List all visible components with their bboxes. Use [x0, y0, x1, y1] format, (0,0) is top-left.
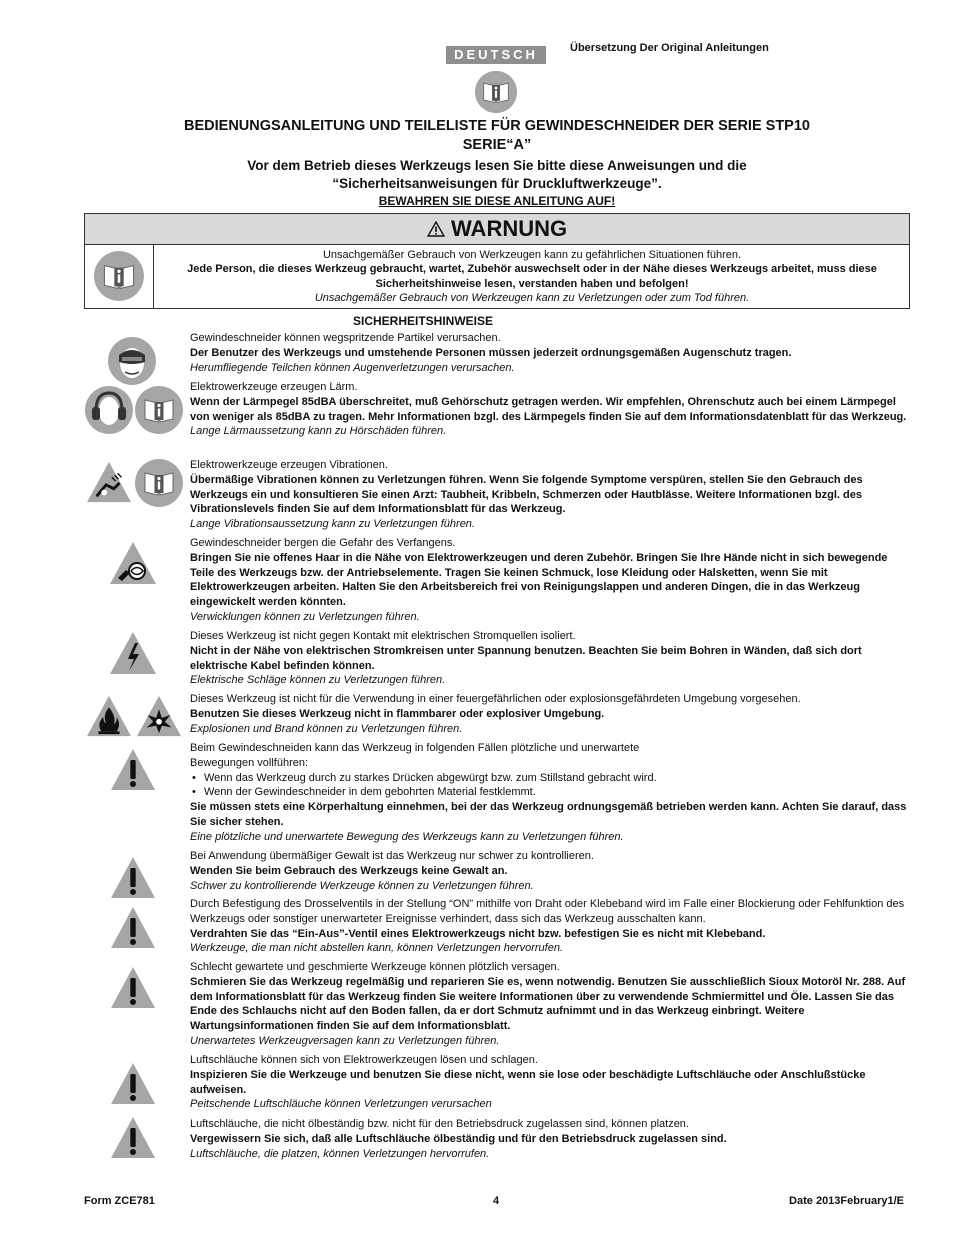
document-title [84, 117, 910, 155]
safety-heading: SICHERHEITSHINWEISE [352, 314, 493, 328]
safety-maintenance [190, 960, 910, 1049]
section-plain: Schlecht gewartete und geschmierte Werkzeuge können plötzlich versagen. [190, 961, 560, 973]
translation-note: Übersetzung Der Original Anleitungen [570, 42, 769, 54]
section-plain: Elektrowerkzeuge erzeugen Vibrationen. [190, 459, 388, 471]
section-italic: Verwicklungen können zu Verletzungen führen. [190, 610, 420, 623]
section-bold: Vergewissern Sie sich, daß alle Luftschläuche ölbeständig und für den Betriebsdruck zugelassen sind. [190, 1132, 727, 1145]
section-plain: Elektrowerkzeuge erzeugen Lärm. [190, 381, 358, 393]
safety-sudden-movement [190, 741, 910, 845]
section-bold: Bringen Sie nie offenes Haar in die Nähe von Elektrowerkzeugen und deren Zubehör. Bringen Sie Ihre Hände nicht in sich bewegende Teile des Werkzeugs bzw. der Antriebselemente. Tragen Sie keinen Schmuck, lose Kleidung oder Halsketten, wenn Sie mit Elektrowerkzeugen arbeiten. Halten Sie den Arbeitsbereich frei von Reinigungslappen und anderen Dingen, die in das Werkzeug eingewickelt werden könnten. [190, 551, 888, 609]
warning-triangle-icon [427, 221, 445, 237]
section-italic: Lange Vibrationsaussetzung kann zu Verletzungen führen. [190, 518, 475, 531]
document-date: Date 2013February1/E [789, 1195, 904, 1207]
bullet-item: • Wenn der Gewindeschneider in dem gebohrten Material festklemmt. [190, 785, 910, 800]
vibration-hazard-icon [84, 460, 134, 504]
section-bold: Verdrahten Sie das “Ein-Aus”-Ventil eines Elektrowerkzeugs nicht bzw. befestigen Sie es nicht mit Klebeband. [190, 927, 766, 940]
read-manual-icon [134, 458, 184, 508]
section-plain: Bewegungen vollführen: [190, 756, 309, 769]
warning-line-1: Unsachgemäßer Gebrauch von Werkzeugen kann zu gefährlichen Situationen führen. [322, 249, 742, 261]
section-bold: Benutzen Sie dieses Werkzeug nicht in flammbarer oder explosiver Umgebung. [190, 707, 605, 720]
section-plain: Luftschläuche können sich von Elektrowerkzeugen lösen und schlagen. [190, 1054, 538, 1066]
safety-vibration [190, 458, 910, 532]
read-manual-icon [474, 70, 518, 114]
section-plain: Luftschläuche, die nicht ölbeständig bzw. nicht für den Betriebsdruck zugelassen sind, können platzen. [190, 1118, 689, 1130]
section-plain: Gewindeschneider bergen die Gefahr des Verfangens. [190, 537, 456, 549]
warning-icon [108, 964, 158, 1010]
eye-protection-icon [107, 336, 157, 386]
section-bold: Übermäßige Vibrationen können zu Verletzungen führen. Wenn Sie folgende Symptome verspüren, stellen Sie den Gebrauch des Werkzeugs ein und konsultieren Sie einen Arzt: Taubheit, Kribbeln, Schmerzen oder Hautblässe. Weitere Informationen bzgl. des Vibrationslevels finden Sie auf dem Informationsblatt für das Werkzeug. [190, 473, 863, 516]
section-italic: Schwer zu kontrollierende Werkzeuge können zu Verletzungen führen. [190, 879, 534, 892]
warning-icon [108, 904, 158, 950]
section-plain: Gewindeschneider können wegspritzende Partikel verursachen. [190, 332, 501, 344]
title-line-2: SERIE“A” [462, 137, 532, 153]
warning-line-2: Jede Person, die dieses Werkzeug gebraucht, wartet, Zubehör auswechselt oder in der Nähe dieses Werkzeugs arbeitet, muss diese Sicherheitshinweise lesen, verstanden haben und befolgen! [187, 263, 877, 290]
section-bold: Inspizieren Sie die Werkzeuge und benutzen Sie diese nicht, wenn sie lose oder beschädigte Luftschläuche oder Anschlußstücke aufweisen. [190, 1068, 866, 1096]
subtitle-line-2: “Sicherheitsanweisungen für Druckluftwerkzeuge”. [332, 176, 662, 191]
section-plain: Durch Befestigung des Drosselventils in der Stellung “ON” mithilfe von Draht oder Klebeband wird im Falle einer Blockierung oder Fehlfunktion des Werkzeugs oder sonstiger unerwarteter Ereignisse verhindert, dass sich das Werkzeug ausschalten kann. [190, 898, 905, 925]
warning-icon [108, 1060, 158, 1106]
warning-icon [108, 854, 158, 900]
language-badge: DEUTSCH [446, 46, 546, 64]
safety-electric [190, 629, 910, 688]
document-subtitle [84, 157, 910, 193]
title-line-1: BEDIENUNGSANLEITUNG UND TEILELISTE FÜR GEWINDESCHNEIDER DER SERIE STP10 [184, 118, 810, 134]
section-italic: Herumfliegende Teilchen können Augenverletzungen verursachen. [190, 361, 515, 374]
section-bold: Der Benutzer des Werkzeugs und umstehende Personen müssen jederzeit ordnungsgemäßen Augenschutz tragen. [190, 346, 792, 359]
safety-eye-protection [190, 331, 910, 375]
section-italic: Eine plötzliche und unerwartete Bewegung des Werkzeugs kann zu Verletzungen führen. [190, 830, 624, 843]
section-italic: Werkzeuge, die man nicht abstellen kann, können Verletzungen hervorrufen. [190, 942, 564, 955]
section-plain: Dieses Werkzeug ist nicht gegen Kontakt mit elektrischen Stromquellen isoliert. [190, 630, 576, 642]
read-manual-icon [93, 250, 145, 302]
safety-air-hoses-whip [190, 1053, 910, 1112]
warning-icon [108, 1114, 158, 1160]
safety-air-hoses-burst [190, 1117, 910, 1161]
section-bold: Nicht in der Nähe von elektrischen Stromkreisen unter Spannung benutzen. Beachten Sie beim Bohren in Wänden, daß sich dort elektrische Kabel befinden können. [190, 644, 862, 672]
section-italic: Elektrische Schläge können zu Verletzungen führen. [190, 674, 446, 687]
safety-explosive-environment [190, 692, 910, 736]
warning-heading-text: WARNUNG [451, 216, 568, 241]
warning-text [155, 248, 909, 305]
warning-icon-cell [85, 244, 154, 308]
section-plain: Beim Gewindeschneiden kann das Werkzeug in folgenden Fällen plötzliche und unerwartete [190, 742, 640, 754]
safety-entanglement [190, 536, 910, 625]
section-italic: Unerwartetes Werkzeugversagen kann zu Verletzungen führen. [190, 1034, 500, 1047]
warning-box [84, 213, 910, 309]
read-manual-icon [134, 385, 184, 435]
bullet-list [190, 771, 910, 801]
section-italic: Peitschende Luftschläuche können Verletzungen verursachen [190, 1098, 492, 1111]
section-plain: Bei Anwendung übermäßiger Gewalt ist das Werkzeug nur schwer zu kontrollieren. [190, 850, 594, 862]
ear-protection-icon [84, 385, 134, 435]
explosion-hazard-icon [134, 694, 184, 738]
section-bold: Schmieren Sie das Werkzeug regelmäßig und reparieren Sie es, wenn notwendig. Benutzen Sie ausschließlich Sioux Motoröl Nr. 288. Auf dem Informationsblatt für das Werkzeug finden Sie weitere Informationen über zu verwendende Schmiermittel und Öle. Lassen Sie das Ende des Schlauchs nicht auf den Boden fallen, da er dort Schmutz aufnimmt und in das Werkzeug einbringt. Weitere Wartungsinformationen finden Sie auf dem Informationsblatt. [190, 975, 906, 1033]
safety-throttle-valve [190, 897, 910, 956]
warning-heading [85, 214, 909, 245]
section-bold: Wenden Sie beim Gebrauch des Werkzeugs keine Gewalt an. [190, 864, 508, 877]
safety-noise [190, 380, 910, 439]
page-number: 4 [493, 1195, 500, 1207]
section-bold: Sie müssen stets eine Körperhaltung einnehmen, bei der das Werkzeug ordnungsgemäß betrieben werden kann. Achten Sie darauf, dass Sie sicher stehen. [190, 801, 907, 828]
bullet-item: • Wenn das Werkzeug durch zu starkes Drücken abgewürgt bzw. zum Stillstand gebracht wird. [190, 771, 910, 786]
warning-line-3: Unsachgemäßer Gebrauch von Werkzeugen kann zu Verletzungen oder zum Tod führen. [314, 291, 750, 304]
section-bold: Wenn der Lärmpegel 85dBA überschreitet, muß Gehörschutz getragen werden. Wir empfehlen, Ohrenschutz auch bei einem Lärmpegel von weniger als 85dBA zu tragen. Mehr Informationen bzgl. des Lärmpegels finden Sie auf dem Informationsdatenblatt für das Werkzeug. [190, 395, 907, 423]
section-italic: Lange Lärmaussetzung kann zu Hörschäden führen. [190, 425, 447, 438]
keep-instructions-notice: BEWAHREN SIE DIESE ANLEITUNG AUF! [378, 194, 616, 208]
section-italic: Luftschläuche, die platzen, können Verletzungen hervorrufen. [190, 1147, 490, 1160]
subtitle-line-1: Vor dem Betrieb dieses Werkzeugs lesen Sie bitte diese Anweisungen und die [247, 158, 747, 173]
warning-icon [108, 746, 158, 792]
entanglement-hazard-icon [108, 540, 158, 586]
section-plain: Dieses Werkzeug ist nicht für die Verwendung in einer feuergefährlichen oder explosionsgefährdeten Umgebung vorgesehen. [190, 693, 801, 705]
electric-shock-icon [108, 630, 158, 676]
form-number: Form ZCE781 [84, 1195, 155, 1207]
safety-excessive-force [190, 849, 910, 893]
fire-hazard-icon [84, 694, 134, 738]
section-italic: Explosionen und Brand können zu Verletzungen führen. [190, 722, 463, 735]
